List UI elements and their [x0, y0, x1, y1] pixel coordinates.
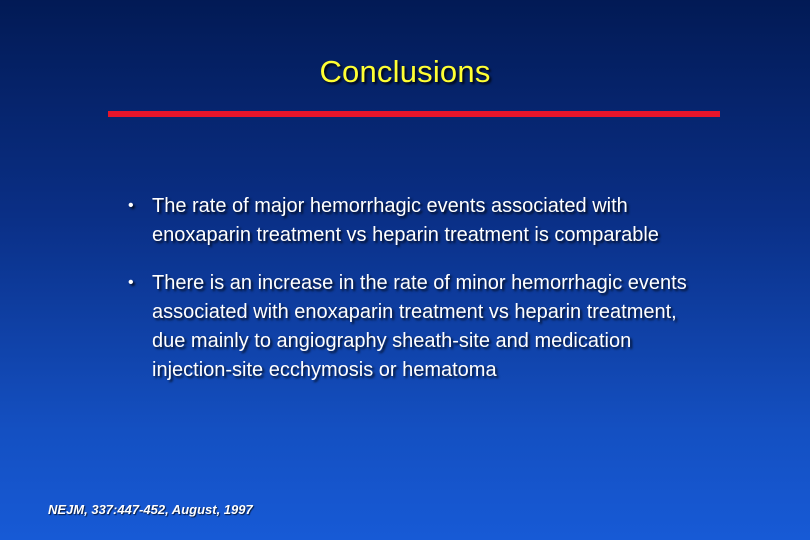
slide-title: Conclusions — [319, 54, 491, 89]
citation: NEJM, 337:447-452, August, 1997 — [48, 502, 253, 517]
bullet-item — [128, 192, 698, 250]
title-divider — [108, 111, 720, 117]
bullet-item — [128, 269, 698, 385]
bullet-marker: • — [128, 197, 134, 214]
bullet-marker: • — [128, 274, 134, 291]
bullet-list — [128, 192, 698, 404]
bullet-text: The rate of major hemorrhagic events associated with enoxaparin treatment vs heparin treatment is comparable — [152, 195, 659, 246]
bullet-text: There is an increase in the rate of minor hemorrhagic events associated with enoxaparin treatment vs heparin treatment, due mainly to angiography sheath-site and medication injection-site ecchymosis or hematoma — [152, 272, 687, 381]
